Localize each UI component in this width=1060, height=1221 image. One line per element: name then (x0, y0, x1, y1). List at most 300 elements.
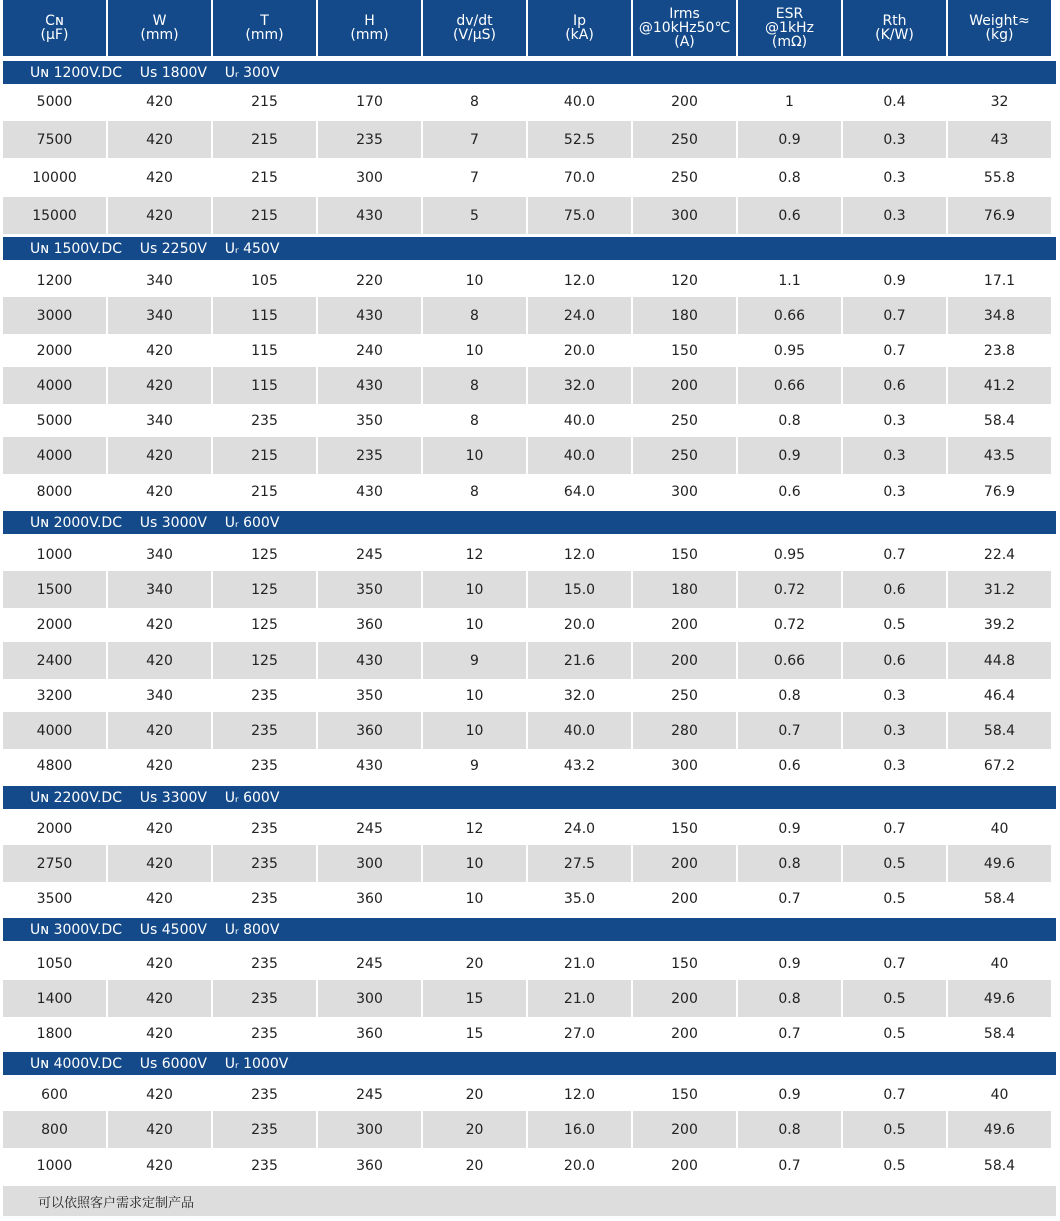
cell-width: 420 (108, 121, 211, 158)
cell-weight: 23.8 (983, 342, 1016, 359)
header-line: (K/W) (875, 27, 914, 43)
cell-height: 245 (356, 820, 383, 837)
cell-esr: 0.66 (738, 297, 841, 334)
cell-width: 340 (146, 272, 173, 289)
section-label: Uɴ 2000V.DC Us 3000V Uᵣ 600V (30, 514, 280, 531)
cell-thickness: 215 (213, 197, 316, 234)
cell-dvdt: 10 (423, 845, 526, 882)
section-label: Uɴ 1500V.DC Us 2250V Uᵣ 450V (30, 240, 280, 257)
cell-dvdt: 20 (465, 1086, 484, 1103)
header-line: H (364, 13, 375, 29)
cell-esr: 0.7 (778, 1157, 801, 1174)
cell-weight: 49.6 (948, 1111, 1051, 1148)
cell-width: 420 (146, 169, 173, 186)
cell-esr: 0.72 (738, 571, 841, 608)
cell-width: 420 (146, 1025, 173, 1042)
cell-rms-current: 200 (633, 642, 736, 679)
cell-weight: 41.2 (948, 367, 1051, 404)
cell-thermal-resistance: 0.4 (883, 93, 906, 110)
cell-height: 350 (356, 687, 383, 704)
cell-dvdt: 10 (423, 437, 526, 474)
cell-thickness: 215 (251, 93, 278, 110)
cell-thermal-resistance: 0.9 (883, 272, 906, 289)
cell-thermal-resistance: 0.3 (883, 687, 906, 704)
cell-capacitance: 1200 (36, 272, 73, 289)
cell-width: 420 (146, 757, 173, 774)
header-line: Weight≈ (969, 13, 1030, 29)
header-thickness (213, 0, 316, 56)
table-row (3, 1015, 1053, 1052)
cell-esr: 0.95 (773, 546, 806, 563)
cell-peak-current: 21.6 (528, 642, 631, 679)
section-voltage-band (3, 918, 1056, 941)
cell-esr: 0.95 (773, 342, 806, 359)
cell-thickness: 215 (251, 483, 278, 500)
cell-peak-current: 27.5 (528, 845, 631, 882)
table-row (3, 1076, 1053, 1113)
cell-rms-current: 200 (633, 845, 736, 882)
table-row (3, 83, 1053, 120)
cell-weight: 46.4 (983, 687, 1016, 704)
cell-thickness: 125 (251, 546, 278, 563)
cell-height: 430 (318, 197, 421, 234)
cell-esr: 0.7 (738, 712, 841, 749)
cell-capacitance: 4000 (3, 367, 106, 404)
cell-rms-current: 250 (671, 687, 698, 704)
cell-dvdt: 10 (465, 890, 484, 907)
cell-width: 420 (146, 1157, 173, 1174)
cell-dvdt: 10 (423, 712, 526, 749)
cell-height: 245 (356, 546, 383, 563)
cell-weight: 44.8 (948, 642, 1051, 679)
cell-dvdt: 8 (423, 297, 526, 334)
cell-dvdt: 10 (465, 342, 484, 359)
cell-esr: 0.8 (778, 687, 801, 704)
cell-height: 360 (356, 1025, 383, 1042)
cell-dvdt: 8 (470, 93, 479, 110)
cell-width: 340 (108, 297, 211, 334)
cell-rms-current: 200 (671, 93, 698, 110)
cell-capacitance: 3200 (36, 687, 73, 704)
cell-peak-current: 32.0 (528, 367, 631, 404)
cell-thermal-resistance: 0.3 (843, 197, 946, 234)
cell-dvdt: 8 (423, 367, 526, 404)
cell-thermal-resistance: 0.6 (843, 642, 946, 679)
header-line: W (152, 13, 167, 29)
cell-width: 420 (146, 1086, 173, 1103)
cell-thermal-resistance: 0.7 (843, 297, 946, 334)
cell-thickness: 105 (251, 272, 278, 289)
cell-dvdt: 9 (423, 642, 526, 679)
cell-weight: 40 (990, 820, 1009, 837)
cell-peak-current: 75.0 (528, 197, 631, 234)
cell-width: 340 (108, 571, 211, 608)
header-line: (kg) (985, 27, 1014, 43)
cell-peak-current: 12.0 (563, 272, 596, 289)
cell-esr: 0.9 (738, 437, 841, 474)
cell-dvdt: 12 (465, 546, 484, 563)
cell-peak-current: 20.0 (563, 1157, 596, 1174)
cell-thickness: 215 (213, 121, 316, 158)
cell-capacitance: 2750 (3, 845, 106, 882)
cell-thermal-resistance: 0.6 (843, 367, 946, 404)
table-row (3, 332, 1053, 369)
cell-width: 420 (146, 616, 173, 633)
cell-thermal-resistance: 0.6 (843, 571, 946, 608)
cell-weight: 58.4 (983, 1157, 1016, 1174)
cell-peak-current: 64.0 (563, 483, 596, 500)
cell-dvdt: 7 (423, 121, 526, 158)
cell-esr: 0.72 (773, 616, 806, 633)
header-line: (kA) (565, 27, 594, 43)
cell-capacitance: 2400 (3, 642, 106, 679)
table-row (3, 845, 1053, 882)
cell-dvdt: 10 (465, 687, 484, 704)
cell-capacitance: 8000 (36, 483, 73, 500)
cell-height: 300 (318, 845, 421, 882)
cell-capacitance: 15000 (3, 197, 106, 234)
table-row (3, 606, 1053, 643)
cell-rms-current: 250 (633, 437, 736, 474)
cell-peak-current: 15.0 (528, 571, 631, 608)
cell-peak-current: 40.0 (563, 412, 596, 429)
cell-height: 235 (318, 121, 421, 158)
cell-width: 420 (108, 367, 211, 404)
cell-capacitance: 1000 (36, 1157, 73, 1174)
cell-height: 240 (356, 342, 383, 359)
cell-height: 235 (318, 437, 421, 474)
cell-peak-current: 20.0 (563, 616, 596, 633)
cell-capacitance: 1800 (36, 1025, 73, 1042)
header-line: (mm) (245, 27, 284, 43)
cell-weight: 34.8 (948, 297, 1051, 334)
cell-capacitance: 3000 (3, 297, 106, 334)
cell-weight: 58.4 (983, 1025, 1016, 1042)
header-thermal-resistance (843, 0, 946, 56)
cell-weight: 32 (990, 93, 1009, 110)
cell-thermal-resistance: 0.3 (883, 169, 906, 186)
cell-thermal-resistance: 0.3 (883, 483, 906, 500)
cell-esr: 0.8 (738, 980, 841, 1017)
cell-width: 420 (108, 1111, 211, 1148)
cell-esr: 1.1 (778, 272, 801, 289)
cell-thickness: 125 (251, 616, 278, 633)
table-row (3, 262, 1053, 299)
cell-esr: 0.9 (778, 820, 801, 837)
cell-peak-current: 40.0 (528, 712, 631, 749)
cell-peak-current: 40.0 (528, 437, 631, 474)
cell-dvdt: 15 (465, 1025, 484, 1042)
table-row (3, 980, 1053, 1017)
cell-dvdt: 20 (423, 1111, 526, 1148)
table-row (3, 473, 1053, 510)
cell-dvdt: 10 (465, 272, 484, 289)
cell-peak-current: 16.0 (528, 1111, 631, 1148)
cell-thermal-resistance: 0.7 (883, 546, 906, 563)
header-line: (μF) (40, 27, 69, 43)
table-header-row (3, 0, 1060, 56)
cell-capacitance: 5000 (36, 412, 73, 429)
cell-weight: 43 (948, 121, 1051, 158)
cell-rms-current: 250 (633, 121, 736, 158)
cell-thermal-resistance: 0.7 (883, 955, 906, 972)
table-row (3, 402, 1053, 439)
cell-height: 360 (318, 712, 421, 749)
cell-thickness: 235 (251, 820, 278, 837)
cell-weight: 58.4 (948, 712, 1051, 749)
cell-thermal-resistance: 0.7 (883, 820, 906, 837)
section-voltage-band (3, 511, 1056, 534)
cell-thickness: 235 (251, 412, 278, 429)
cell-rms-current: 150 (671, 342, 698, 359)
header-esr (738, 0, 841, 56)
cell-weight: 58.4 (983, 412, 1016, 429)
cell-weight: 40 (990, 1086, 1009, 1103)
cell-thermal-resistance: 0.5 (883, 890, 906, 907)
cell-thickness: 235 (213, 980, 316, 1017)
cell-thermal-resistance: 0.5 (883, 616, 906, 633)
cell-esr: 0.7 (778, 1025, 801, 1042)
cell-esr: 0.6 (778, 483, 801, 500)
table-row (3, 642, 1053, 679)
cell-thickness: 125 (213, 571, 316, 608)
header-line: ESR (775, 6, 804, 22)
header-line: Ip (572, 13, 586, 29)
header-line: Rth (882, 13, 907, 29)
cell-thermal-resistance: 0.5 (843, 980, 946, 1017)
cell-rms-current: 150 (671, 820, 698, 837)
customization-note (3, 1186, 1056, 1216)
cell-thickness: 235 (251, 1157, 278, 1174)
table-row (3, 880, 1053, 917)
section-voltage-band (3, 1052, 1056, 1075)
cell-capacitance: 4000 (3, 712, 106, 749)
cell-thickness: 235 (251, 890, 278, 907)
table-row (3, 677, 1053, 714)
cell-esr: 0.9 (778, 1086, 801, 1103)
cell-dvdt: 5 (423, 197, 526, 234)
table-row (3, 712, 1053, 749)
cell-width: 420 (108, 845, 211, 882)
cell-thermal-resistance: 0.7 (883, 342, 906, 359)
cell-rms-current: 300 (671, 483, 698, 500)
cell-thickness: 235 (213, 712, 316, 749)
cell-weight: 22.4 (983, 546, 1016, 563)
cell-esr: 0.8 (738, 1111, 841, 1148)
cell-rms-current: 250 (671, 412, 698, 429)
section-voltage-band (3, 61, 1056, 84)
cell-height: 360 (356, 1157, 383, 1174)
cell-width: 420 (108, 712, 211, 749)
cell-width: 420 (146, 890, 173, 907)
cell-height: 350 (318, 571, 421, 608)
cell-height: 360 (356, 616, 383, 633)
cell-esr: 0.8 (738, 845, 841, 882)
cell-width: 420 (146, 483, 173, 500)
cell-height: 300 (356, 169, 383, 186)
cell-height: 300 (318, 980, 421, 1017)
header-line: (V/μS) (452, 27, 496, 43)
cell-rms-current: 250 (671, 169, 698, 186)
table-row (3, 437, 1053, 474)
section-label: Uɴ 1200V.DC Us 1800V Uᵣ 300V (30, 64, 280, 81)
cell-height: 430 (318, 367, 421, 404)
cell-peak-current: 24.0 (563, 820, 596, 837)
cell-height: 170 (356, 93, 383, 110)
header-dvdt (423, 0, 526, 56)
cell-weight: 39.2 (983, 616, 1016, 633)
cell-rms-current: 200 (633, 367, 736, 404)
cell-peak-current: 35.0 (563, 890, 596, 907)
cell-rms-current: 200 (671, 1025, 698, 1042)
cell-capacitance: 7500 (3, 121, 106, 158)
cell-thickness: 125 (213, 642, 316, 679)
cell-peak-current: 12.0 (563, 546, 596, 563)
cell-peak-current: 12.0 (563, 1086, 596, 1103)
cell-capacitance: 800 (3, 1111, 106, 1148)
cell-capacitance: 4000 (3, 437, 106, 474)
cell-rms-current: 200 (633, 980, 736, 1017)
cell-height: 430 (318, 642, 421, 679)
cell-width: 420 (108, 642, 211, 679)
cell-rms-current: 280 (633, 712, 736, 749)
cell-esr: 0.8 (778, 169, 801, 186)
cell-thermal-resistance: 0.5 (843, 845, 946, 882)
cell-esr: 0.9 (738, 121, 841, 158)
cell-capacitance: 3500 (36, 890, 73, 907)
cell-thermal-resistance: 0.5 (883, 1025, 906, 1042)
cell-capacitance: 2000 (36, 616, 73, 633)
cell-dvdt: 15 (423, 980, 526, 1017)
table-row (3, 571, 1053, 608)
cell-thickness: 215 (251, 169, 278, 186)
header-line: Irms (669, 6, 700, 22)
cell-weight: 49.6 (948, 980, 1051, 1017)
cell-peak-current: 24.0 (528, 297, 631, 334)
table-row (3, 945, 1053, 982)
cell-peak-current: 70.0 (563, 169, 596, 186)
cell-rms-current: 200 (671, 890, 698, 907)
cell-height: 430 (356, 483, 383, 500)
header-line: @10kHz50℃ (638, 20, 731, 36)
cell-thermal-resistance: 0.5 (843, 1111, 946, 1148)
cell-thermal-resistance: 0.3 (843, 437, 946, 474)
cell-esr: 0.7 (778, 890, 801, 907)
cell-weight: 76.9 (983, 483, 1016, 500)
table-row (3, 810, 1053, 847)
table-row (3, 121, 1053, 158)
header-weight (948, 0, 1051, 56)
cell-thickness: 115 (213, 297, 316, 334)
cell-capacitance: 4800 (36, 757, 73, 774)
cell-height: 360 (356, 890, 383, 907)
section-voltage-band (3, 786, 1056, 809)
cell-thermal-resistance: 0.3 (843, 121, 946, 158)
cell-thermal-resistance: 0.7 (883, 1086, 906, 1103)
table-row (3, 159, 1053, 196)
cell-weight: 31.2 (948, 571, 1051, 608)
cell-width: 420 (146, 820, 173, 837)
table-row (3, 1147, 1053, 1184)
cell-capacitance: 10000 (32, 169, 77, 186)
cell-width: 340 (146, 687, 173, 704)
cell-height: 430 (356, 757, 383, 774)
cell-width: 420 (108, 197, 211, 234)
cell-rms-current: 180 (633, 571, 736, 608)
note-text: 可以依照客户需求定制产品 (38, 1195, 195, 1211)
cell-dvdt: 7 (470, 169, 479, 186)
cell-width: 420 (146, 342, 173, 359)
header-peak-current (528, 0, 631, 56)
cell-peak-current: 20.0 (563, 342, 596, 359)
cell-capacitance: 1000 (36, 546, 73, 563)
cell-thickness: 115 (251, 342, 278, 359)
table-row (3, 1111, 1053, 1148)
cell-capacitance: 600 (41, 1086, 68, 1103)
cell-width: 420 (108, 980, 211, 1017)
cell-peak-current: 27.0 (563, 1025, 596, 1042)
header-height (318, 0, 421, 56)
section-voltage-band (3, 237, 1056, 260)
header-line: (mm) (140, 27, 179, 43)
header-width (108, 0, 211, 56)
cell-width: 340 (146, 412, 173, 429)
cell-thickness: 215 (213, 437, 316, 474)
section-label: Uɴ 3000V.DC Us 4500V Uᵣ 800V (30, 921, 280, 938)
cell-thickness: 235 (213, 1111, 316, 1148)
cell-capacitance: 1050 (36, 955, 73, 972)
cell-esr: 0.6 (738, 197, 841, 234)
cell-weight: 17.1 (983, 272, 1016, 289)
cell-rms-current: 300 (633, 197, 736, 234)
cell-height: 220 (356, 272, 383, 289)
cell-weight: 40 (990, 955, 1009, 972)
header-capacitance (3, 0, 106, 56)
cell-height: 245 (356, 955, 383, 972)
cell-peak-current: 52.5 (528, 121, 631, 158)
header-line: @1kHz (765, 20, 814, 36)
cell-peak-current: 32.0 (563, 687, 596, 704)
cell-dvdt: 8 (470, 412, 479, 429)
cell-height: 300 (318, 1111, 421, 1148)
cell-thickness: 115 (213, 367, 316, 404)
cell-dvdt: 20 (465, 955, 484, 972)
cell-thickness: 235 (251, 1025, 278, 1042)
table-row (3, 367, 1053, 404)
cell-rms-current: 120 (671, 272, 698, 289)
cell-rms-current: 150 (671, 955, 698, 972)
cell-thermal-resistance: 0.5 (883, 1157, 906, 1174)
cell-width: 420 (146, 955, 173, 972)
cell-thickness: 235 (251, 1086, 278, 1103)
header-line: Cɴ (45, 13, 64, 29)
cell-esr: 1 (785, 93, 794, 110)
cell-width: 420 (146, 93, 173, 110)
table-row (3, 747, 1053, 784)
cell-peak-current: 43.2 (563, 757, 596, 774)
cell-height: 245 (356, 1086, 383, 1103)
cell-esr: 0.8 (778, 412, 801, 429)
cell-rms-current: 180 (633, 297, 736, 334)
cell-thickness: 235 (213, 845, 316, 882)
cell-thickness: 235 (251, 687, 278, 704)
header-line: (mΩ) (771, 34, 808, 50)
cell-thickness: 235 (251, 955, 278, 972)
cell-width: 420 (108, 437, 211, 474)
cell-dvdt: 20 (465, 1157, 484, 1174)
cell-width: 340 (146, 546, 173, 563)
section-label: Uɴ 2200V.DC Us 3300V Uᵣ 600V (30, 789, 280, 806)
